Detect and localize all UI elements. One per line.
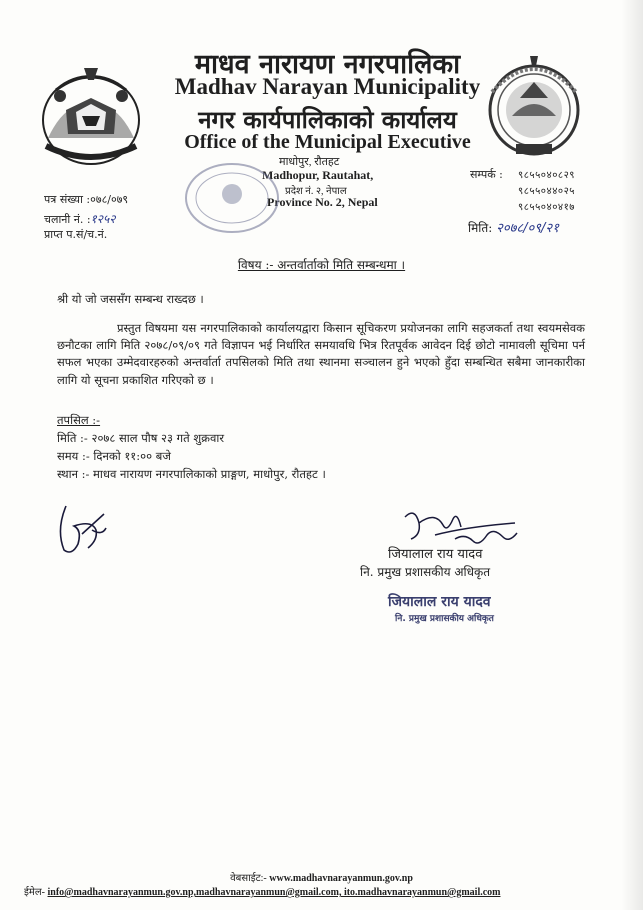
dispatch-number-label: चलानी नं. :: [44, 213, 91, 226]
province-english: Province No. 2, Nepal: [267, 195, 378, 209]
signatory-name: जियालाल राय यादव: [388, 547, 483, 562]
received-reference-label: प्राप्त प.सं/च.नं.: [44, 228, 108, 241]
province-nepali: प्रदेश नं. २, नेपाल: [285, 186, 347, 197]
body-paragraph: प्रस्तुत विषयमा यस नगरपालिकाको कार्यालयद्वारा किसान सूचिकरण प्रयोजनका लागि सहजकर्ता तथा स्वयमसेवक छनौटका लागि मिति २०७८/०९/०९ गते विज्ञापन भई निर्धारित समयावधि भित्र रितपूर्वक आवेदन दिई छोटो नामावली सूचिमा पर्न सफल भएका उम्मेदवारहरुको अन्तर्वार्ता तपसिलको मिति तथा स्थानमा सञ्चालन हुने भएको हुँदा सम्बन्धित सबैमा जानकारीका लागि यो सूचना प्रकाशित गरिएको छ ।: [57, 321, 585, 387]
date-value: २०७८/०९/२१: [496, 221, 559, 236]
office-name-english: Office of the Municipal Executive: [184, 131, 471, 153]
phone-number-2: ९८५५०४४०२५: [518, 186, 575, 197]
letter-number-value: ०७८/०७९: [90, 193, 129, 206]
municipality-name-english: Madhav Narayan Municipality: [174, 74, 481, 99]
letter-number-label: पत्र संख्या :: [44, 193, 91, 206]
dispatch-number-value: १२५२: [90, 212, 116, 226]
office-stamp-icon: [182, 158, 282, 238]
salutation: श्री यो जो जससँग सम्बन्ध राख्दछ ।: [57, 292, 204, 306]
email-links[interactable]: info@madhavnarayanmun.gov.np,madhavnarayanmun@gmail.com, ito.madhavnarayanmun@gmail.com: [47, 887, 501, 898]
footer-email: [24, 884, 500, 898]
address-nepali: माधोपुर, रौतहट: [279, 156, 340, 168]
details-date: मिति :- २०७८ साल पौष २३ गते शुक्रवार: [57, 431, 225, 445]
letter-number-line: [44, 192, 128, 207]
dispatch-number-line: [44, 210, 116, 227]
footer-website: [0, 870, 643, 884]
subject-line: [0, 256, 643, 273]
contact-label: सम्पर्क :: [470, 168, 503, 181]
signatory-title: नि. प्रमुख प्रशासकीय अधिकृत: [360, 565, 491, 579]
details-time: समय :- दिनको ११:०० बजे: [57, 449, 171, 463]
office-name-nepali: नगर कार्यपालिकाको कार्यालय: [198, 105, 457, 134]
date-label: मिति:: [468, 221, 493, 235]
email-label: ईमेल-: [24, 887, 46, 898]
initial-signature-icon: [52, 500, 112, 560]
phone-number-3: ९८५५०४०४१७: [518, 202, 575, 213]
address-english: Madhopur, Rautahat,: [262, 168, 374, 182]
details-heading: तपसिल :-: [57, 413, 101, 427]
website-label: वेबसाईट:-: [230, 873, 267, 884]
municipality-name-nepali: माधव नारायण नगरपालिका: [194, 49, 461, 80]
title-stamp: नि. प्रमुख प्रशासकीय अधिकृत: [395, 614, 494, 624]
details-place: स्थान :- माधव नारायण नगरपालिकाको प्राङ्गण, माधोपुर, रौतहट ।: [57, 467, 326, 481]
phone-number-1: ९८५५०४०८२९: [518, 170, 575, 181]
letter-date: [468, 218, 559, 236]
name-stamp: जियालाल राय यादव: [388, 594, 491, 610]
subject-text: विषय :- अन्तर्वार्ताको मिति सम्बन्धमा ।: [237, 258, 406, 272]
website-link[interactable]: www.madhavnarayanmun.gov.np: [269, 873, 413, 884]
